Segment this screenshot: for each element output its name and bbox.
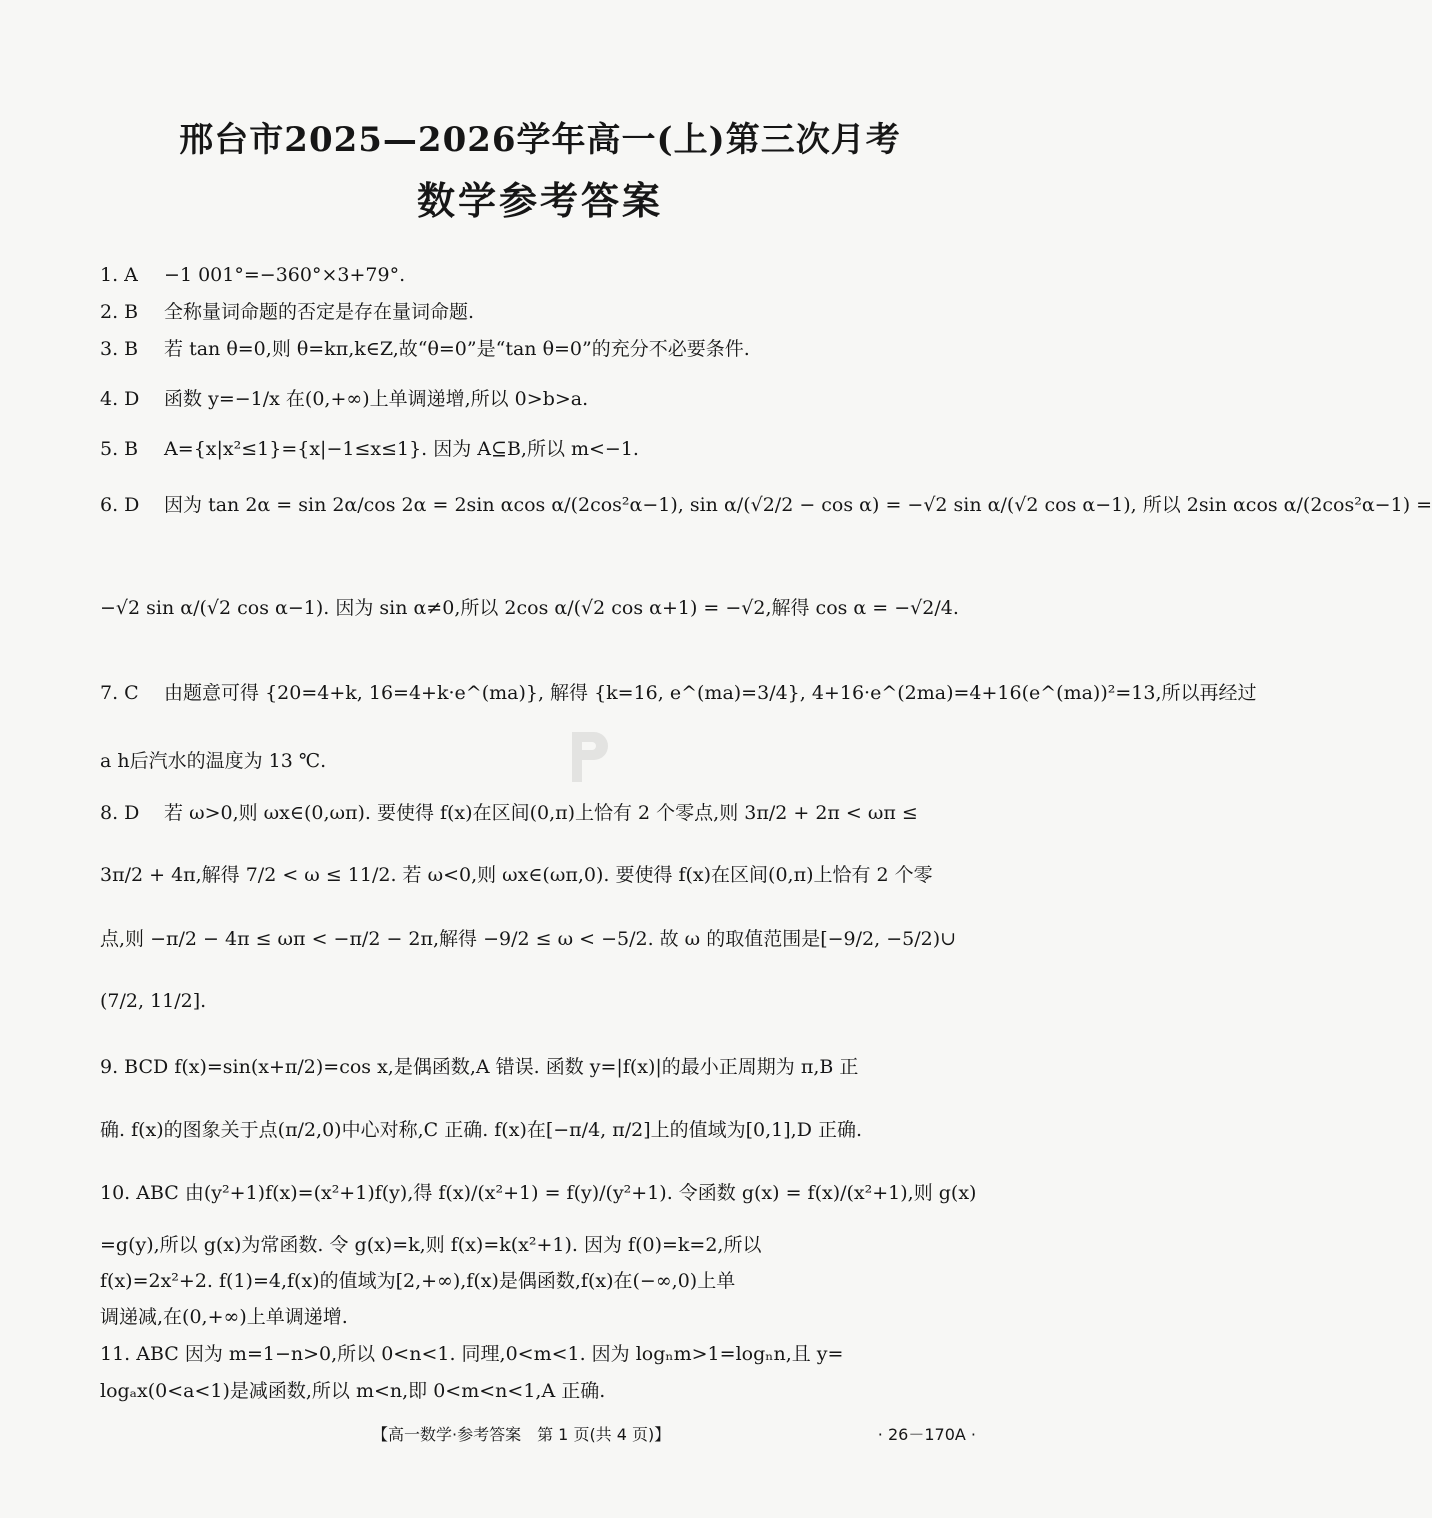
footer-page-info: 【高一数学·参考答案 第 1 页(共 4 页)】 [372,1425,671,1444]
answer-1 [100,262,980,288]
answer-6-continued [100,595,980,621]
answer-5 [100,436,980,462]
answer-text: (7/2, 11/2]. [100,990,207,1012]
answer-10-continued [100,1304,980,1330]
answer-text: −1 001°=−360°×3+79°. [164,264,406,286]
answer-text: f(x)=sin(x+π/2)=cos x,是偶函数,A 错误. 函数 y=|f(x)|的最小正周期为 π,B 正 [174,1056,859,1078]
answer-number: 2. B [100,301,139,323]
answer-text: 因为 tan 2α = sin 2α/cos 2α = 2sin αcos α/(2cos²α−1), sin α/(√2/2 − cos α) = −√2 sin α/(√2 cos α−1), 所以 2sin αcos α/(2cos²α−1) = [164,494,1432,516]
answer-text: logₐx(0<a<1)是减函数,所以 m<n,即 0<m<n<1,A 正确. [100,1380,606,1402]
answer-number: 1. A [100,264,138,286]
answer-3 [100,336,980,362]
answer-text: 3π/2 + 4π,解得 7/2 < ω ≤ 11/2. 若 ω<0,则 ωx∈(ωπ,0). 要使得 f(x)在区间(0,π)上恰有 2 个零 [100,864,933,886]
answer-2 [100,299,980,325]
answer-text: 因为 m=1−n>0,所以 0<n<1. 同理,0<m<1. 因为 logₙm>1=logₙn,且 y= [184,1343,844,1365]
footer-code: · 26－170A · [877,1425,976,1444]
answer-8-continued [100,926,980,952]
page-subtitle: 数学参考答案 [416,178,663,223]
answer-7-continued [100,748,980,774]
answer-number: 9. BCD [100,1056,169,1078]
answer-8 [100,800,980,826]
answer-number: 10. ABC [100,1182,179,1204]
answer-text: −√2 sin α/(√2 cos α−1). 因为 sin α≠0,所以 2cos α/(√2 cos α+1) = −√2,解得 cos α = −√2/4. [100,597,959,619]
answer-text: 函数 y=−1/x 在(0,+∞)上单调递增,所以 0>b>a. [164,388,589,410]
answer-text: f(x)=2x²+2. f(1)=4,f(x)的值域为[2,+∞),f(x)是偶函数,f(x)在(−∞,0)上单 [100,1270,736,1292]
answer-number: 11. ABC [100,1343,179,1365]
answer-text: =g(y),所以 g(x)为常函数. 令 g(x)=k,则 f(x)=k(x²+1). 因为 f(0)=k=2,所以 [100,1234,762,1256]
answer-4 [100,386,980,412]
answer-9 [100,1054,980,1080]
answer-number: 8. D [100,802,140,824]
answer-8-continued [100,862,980,888]
answer-text: 若 ω>0,则 ωx∈(0,ωπ). 要使得 f(x)在区间(0,π)上恰有 2 个零点,则 3π/2 + 2π < ωπ ≤ [164,802,918,824]
answer-text: 由题意可得 {20=4+k, 16=4+k·e^(ma)}, 解得 {k=16, e^(ma)=3/4}, 4+16·e^(2ma)=4+16(e^(ma))²=13,所以再经过 [164,682,1257,704]
answer-text: 确. f(x)的图象关于点(π/2,0)中心对称,C 正确. f(x)在[−π/4, π/2]上的值域为[0,1],D 正确. [100,1119,863,1141]
answer-number: 7. C [100,682,139,704]
answer-10-continued [100,1268,980,1294]
answer-8-continued [100,988,980,1014]
answer-6 [100,492,1432,518]
answer-text: 若 tan θ=0,则 θ=kπ,k∈Z,故“θ=0”是“tan θ=0”的充分不必要条件. [164,338,750,360]
answer-number: 6. D [100,494,140,516]
answer-text: A={x|x²≤1}={x|−1≤x≤1}. 因为 A⊆B,所以 m<−1. [164,438,639,460]
answer-10 [100,1180,980,1206]
answer-number: 5. B [100,438,139,460]
answer-text: 调递减,在(0,+∞)上单调递增. [100,1306,348,1328]
answer-text: 全称量词命题的否定是存在量词命题. [164,301,475,323]
answer-text: a h后汽水的温度为 13 ℃. [100,750,327,772]
answer-text: 点,则 −π/2 − 4π ≤ ωπ < −π/2 − 2π,解得 −9/2 ≤ ω < −5/2. 故 ω 的取值范围是[−9/2, −5/2)∪ [100,928,957,950]
watermark-logo-icon [566,728,614,784]
answer-11-continued [100,1378,980,1404]
answer-7 [100,680,1257,706]
page-title: 邢台市2025—2026学年高一(上)第三次月考 [179,120,901,160]
answer-text: 由(y²+1)f(x)=(x²+1)f(y),得 f(x)/(x²+1) = f(y)/(y²+1). 令函数 g(x) = f(x)/(x²+1),则 g(x) [184,1182,977,1204]
answer-9-continued [100,1117,980,1143]
answer-number: 3. B [100,338,139,360]
answer-11 [100,1341,980,1367]
answer-number: 4. D [100,388,140,410]
answer-10-continued [100,1232,980,1258]
